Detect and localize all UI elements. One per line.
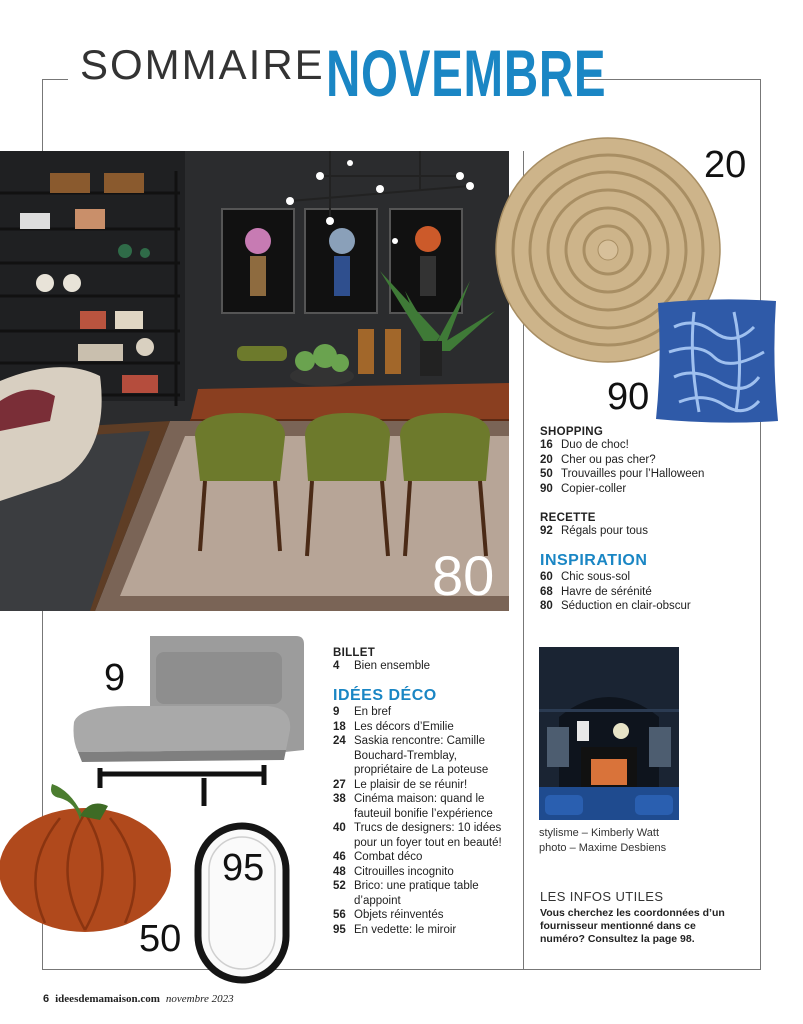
- infos-text: Vous cherchez les coordonnées d’un fournisseur mentionné dans ce numéro? Consultez la page 98.: [540, 907, 725, 945]
- section-title-billet: BILLET: [333, 647, 376, 659]
- toc-item[interactable]: [540, 585, 755, 600]
- toc-page-number: 24: [333, 735, 346, 747]
- dining-room-photo: [0, 151, 509, 611]
- section-title-idees-deco: IDÉES DÉCO: [333, 687, 437, 704]
- toc-page-number: 9: [333, 706, 340, 718]
- toc-text: Copier-coller: [561, 482, 627, 495]
- toc-text: Régals pour tous: [561, 525, 648, 537]
- toc-text: Séduction en clair-obscur: [561, 600, 691, 612]
- toc-text: Brico: une pratique table d’appoint: [354, 880, 479, 907]
- page-num-pillow: 90: [607, 376, 650, 418]
- toc-item[interactable]: [333, 778, 518, 793]
- toc-item[interactable]: [333, 705, 518, 720]
- toc-text: Objets réinventés: [354, 909, 444, 921]
- toc-item[interactable]: [540, 524, 755, 539]
- living-room-photo: [539, 647, 679, 820]
- page-num-dining: 80: [432, 544, 495, 607]
- toc-item[interactable]: [333, 821, 518, 850]
- frame-right: [760, 79, 761, 970]
- toc-page-number: 48: [333, 865, 346, 878]
- toc-item[interactable]: [540, 438, 755, 453]
- page-num-rug: 20: [704, 144, 747, 186]
- toc-page-number: 18: [333, 720, 346, 733]
- photo-credits: [539, 826, 739, 856]
- toc-item[interactable]: [333, 734, 518, 778]
- toc-item[interactable]: [333, 908, 518, 923]
- pumpkin-cushion-image: [0, 778, 175, 938]
- toc-text: Trouvailles pour l’Halloween: [561, 468, 705, 480]
- toc-page-number: 80: [540, 600, 553, 612]
- toc-page-number: 92: [540, 525, 553, 537]
- page-num-pumpkin: 50: [139, 918, 182, 960]
- toc-page-number: 4: [333, 660, 340, 672]
- toc-item[interactable]: [333, 720, 518, 735]
- toc-text: Havre de sérénité: [561, 585, 652, 598]
- toc-page-number: 27: [333, 778, 346, 791]
- toc-text: Combat déco: [354, 851, 423, 863]
- section-title-inspiration: INSPIRATION: [540, 552, 648, 569]
- toc-page-number: 40: [333, 822, 346, 834]
- toc-page-number: 90: [540, 482, 553, 495]
- toc-item[interactable]: [540, 570, 755, 585]
- heading-month: NOVEMBRE: [326, 36, 607, 110]
- toc-text: Citrouilles incognito: [354, 865, 454, 878]
- toc-text: Chic sous-sol: [561, 571, 631, 583]
- footer-date: novembre 2023: [165, 993, 234, 1005]
- section-title-recette: RECETTE: [540, 512, 596, 524]
- billet-section: [333, 647, 513, 674]
- toc-page-number: 56: [333, 909, 346, 921]
- toc-item[interactable]: [333, 659, 513, 674]
- infos-utiles: [540, 889, 740, 946]
- shopping-section: [540, 426, 755, 496]
- toc-page-number: 16: [540, 439, 553, 451]
- toc-page-number: 38: [333, 793, 346, 805]
- toc-item[interactable]: [333, 879, 518, 908]
- toc-page-number: 46: [333, 851, 346, 863]
- toc-text: Bien ensemble: [354, 660, 431, 672]
- frame-top-left: [42, 79, 68, 80]
- toc-text: Duo de choc!: [561, 439, 629, 451]
- heading-sommaire: SOMMAIRE: [80, 41, 325, 88]
- toc-text: Le plaisir de se réunir!: [354, 778, 468, 791]
- toc-text: Cinéma maison: quand le fauteuil bonifie l’expérience: [354, 793, 493, 820]
- toc-item[interactable]: [540, 453, 755, 468]
- dining-room-illustration: [0, 151, 509, 611]
- toc-page-number: 52: [333, 880, 346, 892]
- recette-section: [540, 512, 755, 539]
- toc-page-number: 50: [540, 468, 553, 480]
- page-footer: [43, 993, 234, 1005]
- footer-site[interactable]: ideesdemamaison.com: [55, 993, 160, 1005]
- toc-item[interactable]: [333, 792, 518, 821]
- blue-pillow-image: [654, 297, 780, 425]
- toc-text: Les décors d’Emilie: [354, 720, 454, 733]
- toc-item[interactable]: [540, 599, 755, 614]
- footer-page-number: 6: [43, 993, 50, 1005]
- toc-text: En vedette: le miroir: [354, 923, 457, 936]
- idees-deco-section: [333, 687, 518, 937]
- toc-page-number: 20: [540, 453, 553, 466]
- page-num-chair: 9: [104, 657, 126, 699]
- toc-item[interactable]: [333, 923, 518, 938]
- photographer-credit: photo – Maxime Desbiens: [539, 842, 667, 854]
- frame-top-right: [580, 79, 760, 80]
- toc-item[interactable]: [333, 865, 518, 880]
- toc-item[interactable]: [540, 482, 755, 497]
- toc-text: Saskia rencontre: Camille Bouchard-Tremblay, propriétaire de La poteuse: [354, 735, 489, 776]
- toc-page-number: 95: [333, 923, 346, 936]
- living-room-illustration: [539, 647, 679, 820]
- toc-text: En bref: [354, 706, 392, 718]
- toc-text: Trucs de designers: 10 idées pour un foyer tout en beauté!: [354, 822, 502, 849]
- toc-page-number: 68: [540, 585, 553, 598]
- page-num-mirror: 95: [222, 847, 265, 889]
- frame-bottom: [42, 969, 761, 970]
- toc-page-number: 60: [540, 571, 553, 583]
- toc-text: Cher ou pas cher?: [561, 453, 656, 466]
- infos-title: LES INFOS UTILES: [540, 889, 664, 904]
- inspiration-section: [540, 552, 755, 614]
- toc-item[interactable]: [540, 467, 755, 482]
- toc-item[interactable]: [333, 850, 518, 865]
- stylist-credit: stylisme – Kimberly Watt: [539, 827, 660, 839]
- section-title-shopping: SHOPPING: [540, 426, 604, 438]
